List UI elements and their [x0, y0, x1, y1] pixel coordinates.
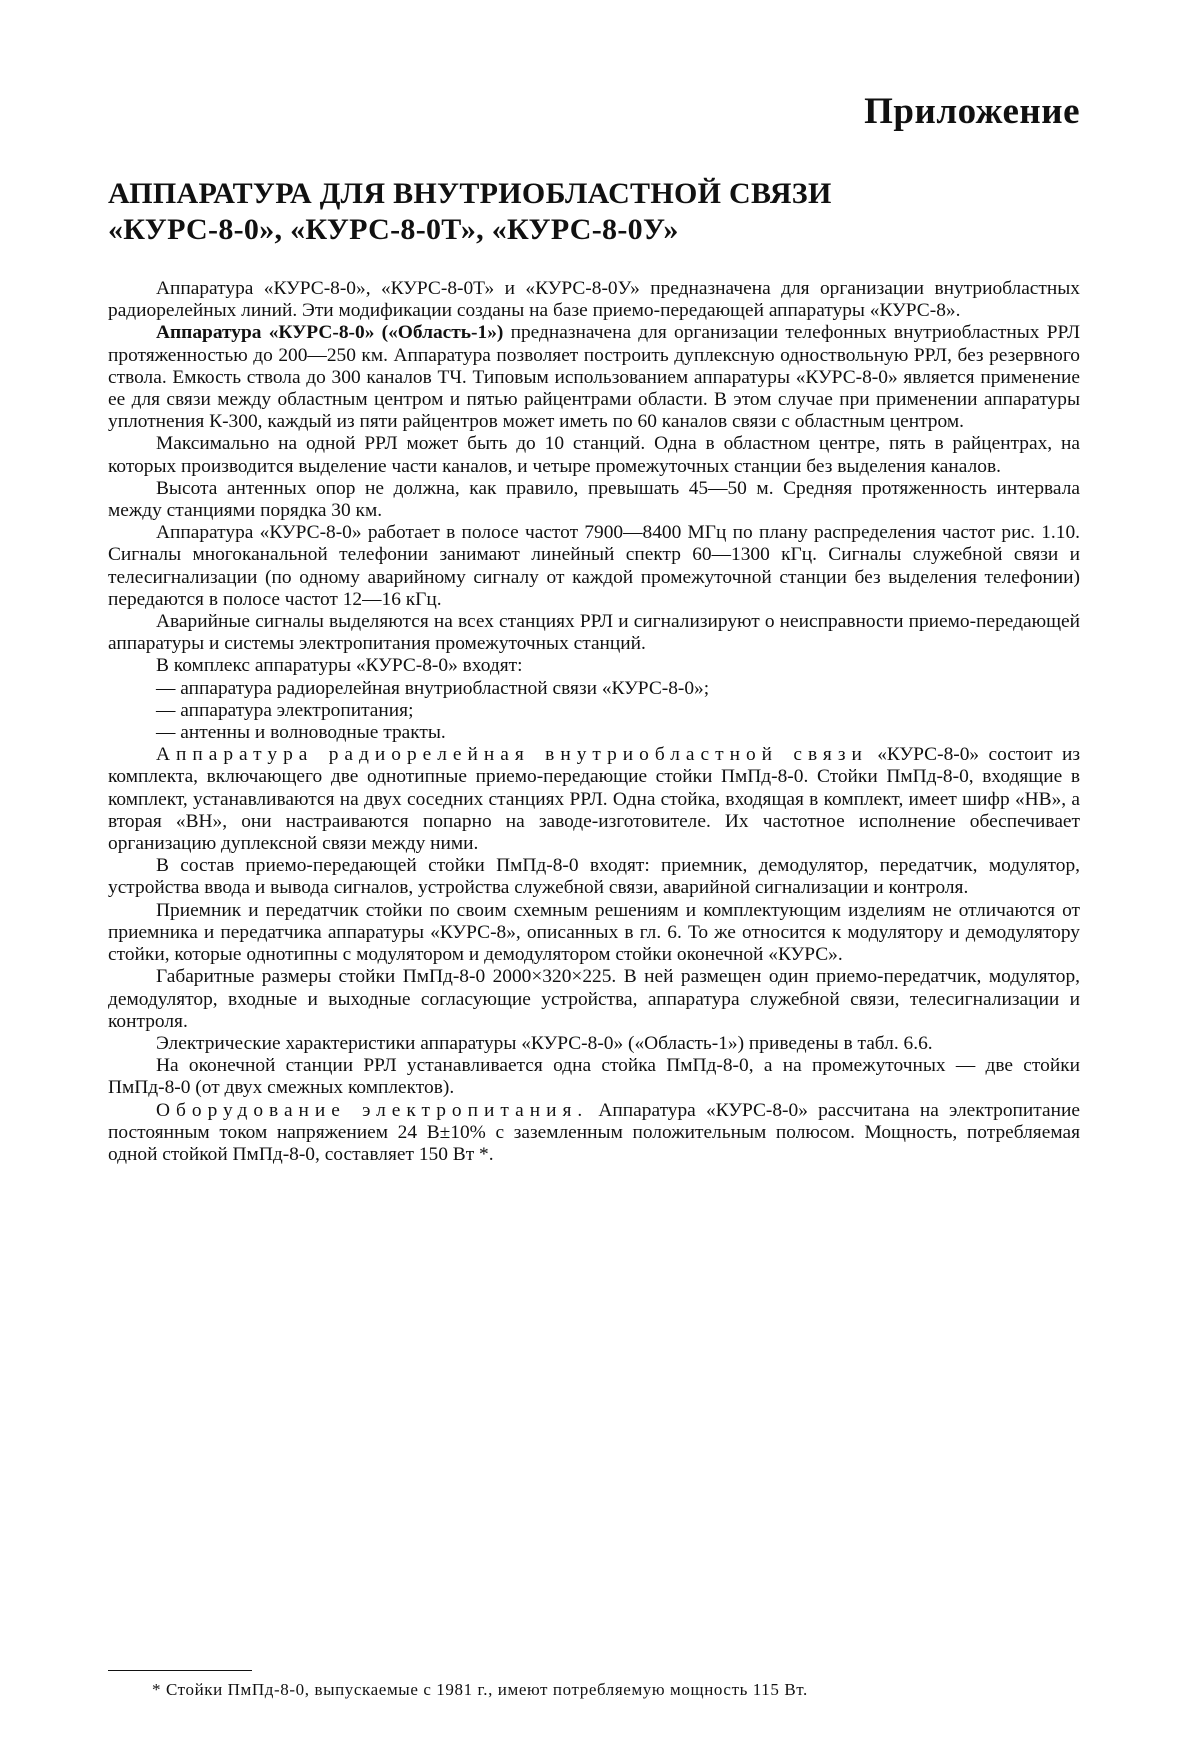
title-line-2: «КУРС-8-0», «КУРС-8-0Т», «КУРС-8-0У»: [108, 213, 679, 246]
paragraph: Аварийные сигналы выделяются на всех станциях РРЛ и сигнализируют о неисправности приемо-передающей аппаратуры и системы электропитания промежуточных станций.: [108, 611, 1080, 655]
paragraph: Высота антенных опор не должна, как правило, превышать 45—50 м. Средняя протяженность интервала между станциями порядка 30 км.: [108, 477, 1080, 522]
paragraph-lead-spaced: Аппаратура радиорелейная внутриобластной связи: [156, 744, 868, 766]
title-line-1: АППАРАТУРА ДЛЯ ВНУТРИОБЛАСТНОЙ СВЯЗИ: [108, 177, 832, 210]
list-item: — аппаратура электропитания;: [156, 699, 414, 721]
document-title: [108, 176, 1080, 248]
footnote: * Стойки ПмПд-8-0, выпускаемые с 1981 г., имеют потребляемую мощность 115 Вт.: [152, 1680, 808, 1699]
paragraph: Электрические характеристики аппаратуры «КУРС-8-0» («Область-1») приведены в табл. 6.6.: [156, 1032, 933, 1054]
paragraph-lead-bold: Аппаратура «КУРС-8-0» («Область-1»): [156, 322, 504, 344]
document-page: [108, 0, 1080, 1743]
paragraph-text: «КУРС-8-0» состоит из комплекта, включающего две однотипные приемо-передающие стойки ПмПд-8-0. Стойки ПмПд-8-0, входящие в комплект, устанавливаются на двух соседних станциях РРЛ. Одна стойка, входящая в комплект, имеет шифр «НВ», а вторая «ВН», они настраиваются попарно на заводе-изготовителе. Их частотное исполнение обеспечивает организацию дуплексной связи между ними.: [108, 744, 1080, 855]
paragraph: Габаритные размеры стойки ПмПд-8-0 2000×320×225. В ней размещен один приемо-передатчик, модулятор, демодулятор, входные и выходные согласующие устройства, аппаратура служебной связи, телесигнализации и контроля.: [108, 966, 1080, 1032]
footnote-divider: [108, 1670, 252, 1671]
paragraph: Аппаратура «КУРС-8-0», «КУРС-8-0Т» и «КУРС-8-0У» предназначена для организации внутриобластных радиорелейных линий. Эти модификации созданы на базе приемо-передающей аппаратуры «КУРС-8».: [108, 278, 1080, 322]
paragraph: Максимально на одной РРЛ может быть до 10 станций. Одна в областном центре, пять в райцентрах, на которых производится выделение части каналов, и четыре промежуточных станции без выделения каналов.: [108, 433, 1080, 477]
paragraph: Приемник и передатчик стойки по своим схемным решениям и комплектующим изделиям не отличаются от приемника и передатчика аппаратуры «КУРС-8», описанных в гл. 6. То же относится к модулятору и демодулятору стойки, которые однотипны с модулятором и демодулятором стойки оконечной «КУРС».: [108, 899, 1080, 966]
paragraph: На оконечной станции РРЛ устанавливается одна стойка ПмПд-8-0, а на промежуточных — две стойки ПмПд-8-0 (от двух смежных комплектов).: [108, 1055, 1080, 1099]
body-text: [108, 278, 1080, 1166]
paragraph: Аппаратура «КУРС-8-0» работает в полосе частот 7900—8400 МГц по плану распределения частот рис. 1.10. Сигналы многоканальной телефонии занимают линейный спектр 60—1300 кГц. Сигналы служебной связи и телесигнализации (по одному аварийному сигналу от каждой промежуточной станции без выделения телефонии) передаются в полосе частот 12—16 кГц.: [108, 522, 1080, 610]
paragraph: В состав приемо-передающей стойки ПмПд-8-0 входят: приемник, демодулятор, передатчик, модулятор, устройства ввода и вывода сигналов, устройства служебной связи, аварийной сигнализации и контроля.: [108, 855, 1080, 899]
paragraph: В комплекс аппаратуры «КУРС-8-0» входят:: [156, 655, 523, 677]
paragraph: [108, 1100, 1080, 1167]
list-item: — антенны и волноводные тракты.: [156, 722, 446, 744]
paragraph-lead-spaced: Оборудование электропитания.: [156, 1099, 589, 1121]
paragraph: [108, 322, 1080, 433]
list-item: — аппаратура радиорелейная внутриобластной связи «КУРС-8-0»;: [156, 677, 710, 699]
appendix-heading: Приложение: [864, 91, 1080, 132]
paragraph-text: Аппаратура «КУРС-8-0» рассчитана на электропитание постоянным током напряжением 24 В±10% с заземленным положительным полюсом. Мощность, потребляемая одной стойкой ПмПд-8-0, составляет 150 Вт *.: [108, 1099, 1080, 1165]
paragraph: [108, 744, 1080, 855]
paragraph-text: предназначена для организации телефонных внутриобластных РРЛ протяженностью до 200—250 км. Аппаратура позволяет построить дуплексную одноствольную РРЛ, без резервного ствола. Емкость ствола до 300 каналов ТЧ. Типовым использованием аппаратуры «КУРС-8-0» является применение ее для связи между областным центром и пятью райцентрами области. В этом случае при применении аппаратуры уплотнения К-300, каждый из пяти райцентров может иметь по 60 каналов связи с областным центром.: [108, 322, 1080, 433]
